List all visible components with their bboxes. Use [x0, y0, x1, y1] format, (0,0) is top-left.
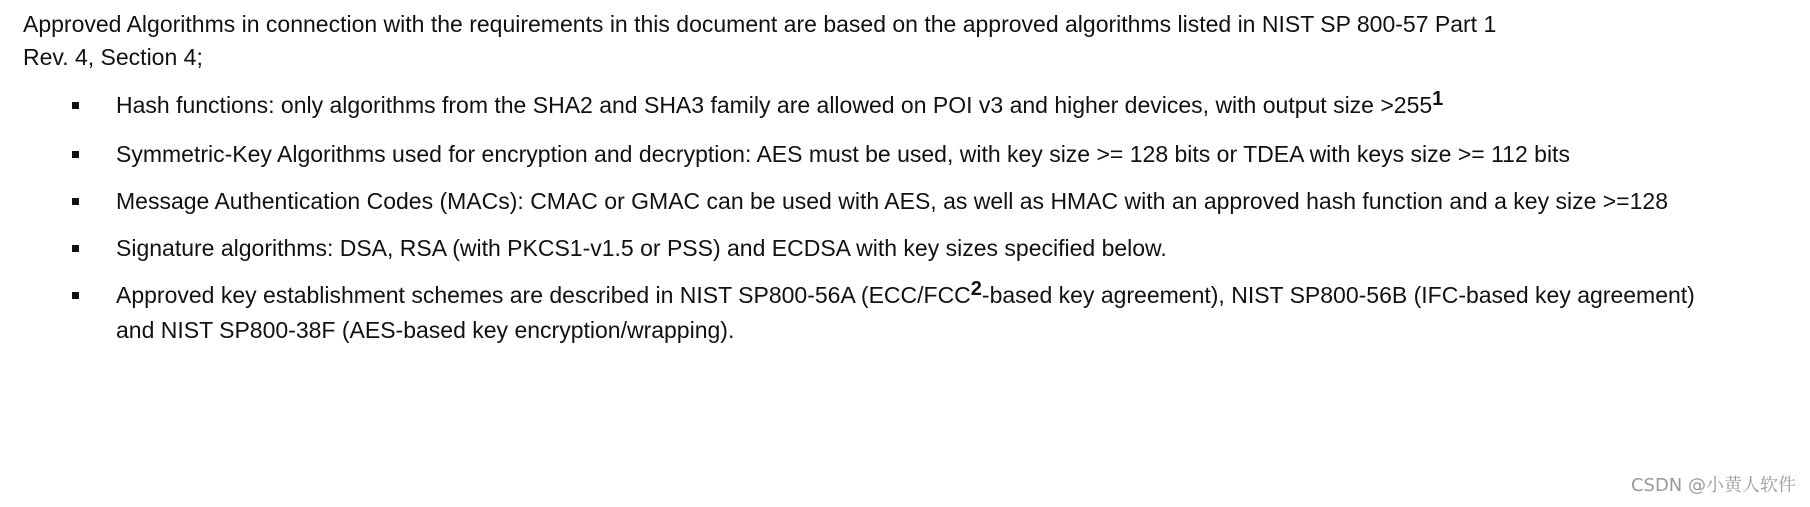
square-bullet-icon [72, 292, 79, 299]
list-item-hash-functions [23, 89, 1713, 124]
square-bullet-icon [72, 198, 79, 205]
list-item-text: Signature algorithms: DSA, RSA (with PKCS1-v1.5 or PSS) and ECDSA with key sizes specified below. [116, 235, 1167, 261]
list-item-text-continued: -based key agreement), NIST SP800-56B (IFC-based key agreement) and NIST SP800-38F (AES-based key encryption/wrapping). [116, 282, 1695, 343]
intro-paragraph [23, 8, 1713, 74]
list-item-symmetric-key [23, 138, 1713, 171]
square-bullet-icon [72, 102, 79, 109]
square-bullet-icon [72, 151, 79, 158]
csdn-watermark: CSDN @小黄人软件 [1630, 475, 1796, 496]
document-body [23, 8, 1713, 347]
list-item-key-establishment [23, 279, 1713, 347]
footnote-marker[interactable]: 2 [970, 278, 982, 300]
intro-line-1: Approved Algorithms in connection with the requirements in this document are based on the approved algorithms listed in NIST SP 800-57 Part 1 [23, 11, 1497, 37]
footnote-marker[interactable]: 1 [1432, 88, 1444, 110]
list-item-text: Hash functions: only algorithms from the SHA2 and SHA3 family are allowed on POI v3 and higher devices, with output size >255 [116, 92, 1433, 118]
list-item-macs [23, 185, 1713, 218]
intro-line-2: Rev. 4, Section 4; [23, 44, 203, 70]
list-item-text: Symmetric-Key Algorithms used for encryption and decryption: AES must be used, with key size >= 128 bits or TDEA with keys size >= 112 bits [116, 141, 1570, 167]
algorithm-list [23, 89, 1713, 347]
list-item-signature-algorithms [23, 232, 1713, 265]
list-item-text: Approved key establishment schemes are described in NIST SP800-56A (ECC/FCC [116, 282, 971, 308]
square-bullet-icon [72, 245, 79, 252]
list-item-text: Message Authentication Codes (MACs): CMAC or GMAC can be used with AES, as well as HMAC with an approved hash function and a key size >=128 [116, 188, 1668, 214]
